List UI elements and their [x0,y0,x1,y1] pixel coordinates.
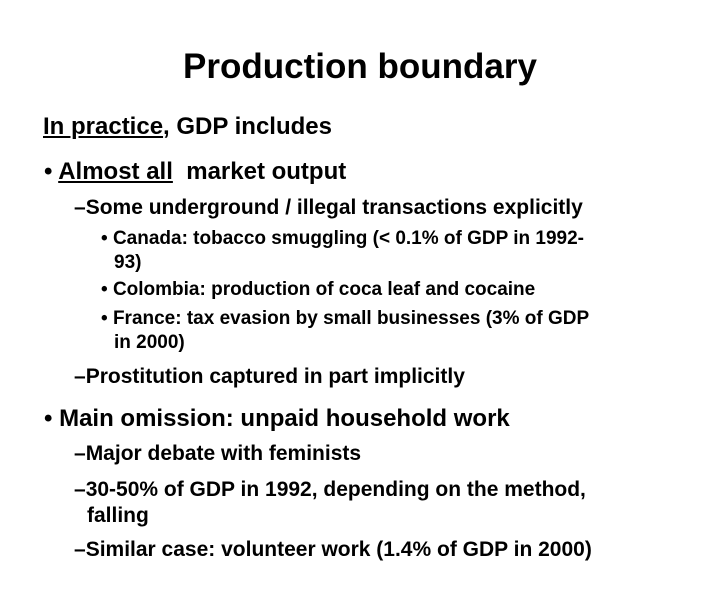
bullet-text: Main omission: unpaid household work [59,405,510,432]
sub-text: 30-50% of GDP in 1992, depending on the method, [85,478,586,501]
item-text: France: tax evasion by small businesses (3% of GDP [112,308,590,329]
sub-text: Similar case: volunteer work (1.4% of GDP in 2000) [85,538,592,561]
dash-marker: – [74,442,86,465]
sub-volunteer [74,537,592,563]
bullet-main-omission [44,404,510,434]
bullet-icon: • [101,308,108,329]
bullet-market-output [44,157,346,187]
bullet-emphasis: Almost all [58,158,173,185]
item-france-cont: in 2000) [114,332,185,353]
slide-title: Production boundary [183,47,537,86]
sub-text: Some underground / illegal transactions explicitly [85,196,583,219]
sub-text: Prostitution captured in part implicitly [85,365,465,388]
item-text: Colombia: production of coca leaf and cocaine [112,279,536,300]
bullet-icon: • [101,228,108,249]
sub-underground [74,195,583,221]
dash-marker: – [74,538,86,561]
item-france [101,306,589,332]
sub-share-gdp [74,477,586,503]
item-canada-cont: 93) [114,252,142,273]
item-canada [101,226,584,252]
sub-share-gdp-cont: falling [87,504,149,527]
sub-prostitution [74,364,465,390]
intro-line [43,112,332,142]
bullet-icon: • [44,405,53,432]
dash-marker: – [74,478,86,501]
dash-marker: – [74,196,86,219]
item-text: Canada: tobacco smuggling (< 0.1% of GDP in 1992- [112,228,584,249]
sub-feminists [74,441,361,467]
bullet-text: market output [172,158,347,185]
bullet-icon: • [101,279,108,300]
intro-rest: , GDP includes [163,113,332,140]
bullet-icon: • [44,158,53,185]
item-colombia [101,277,535,303]
dash-marker: – [74,365,86,388]
sub-text: Major debate with feminists [85,442,362,465]
intro-emphasis: In practice [43,113,164,140]
